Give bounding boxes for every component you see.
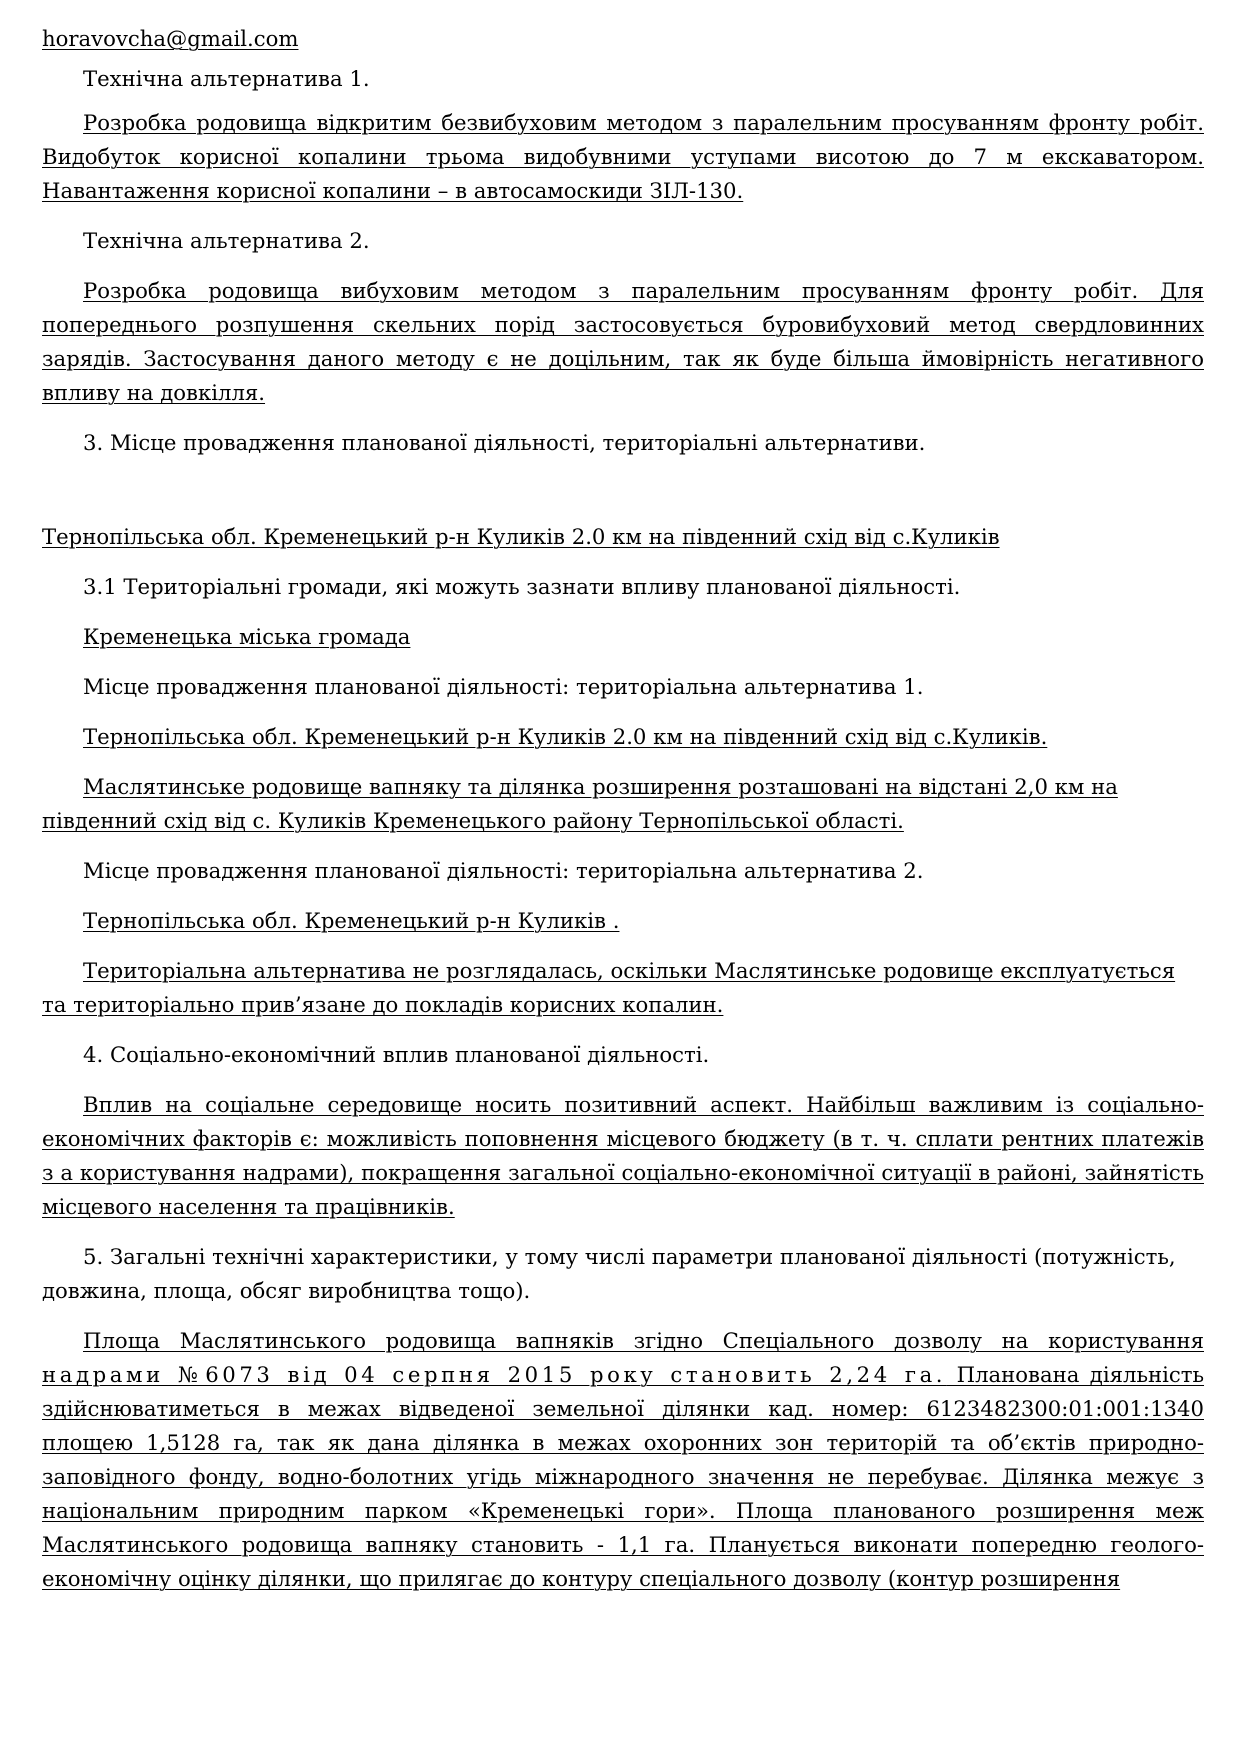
section-4-heading: 4. Соціально-економічний вплив планованої діяльності.	[83, 1042, 710, 1067]
technical-alternative-2-text-content: Розробка родовища вибуховим методом з паралельним просуванням фронту робіт. Для попереднього розпушення скельних порід застосовується буровибуховий метод свердловинних зарядів. Застосування даного методу є не доцільним, так як буде більша ймовірність негативного впливу на довкілля.	[42, 278, 1204, 405]
section-3-heading: 3. Місце провадження планованої діяльності, територіальні альтернативи.	[83, 430, 926, 455]
document-page	[42, 22, 1204, 1612]
section-5-text	[42, 1324, 1204, 1596]
territorial-alternative-1-heading: Місце провадження планованої діяльності: територіальна альтернатива 1.	[83, 674, 924, 699]
territorial-alternative-2-location	[42, 904, 1204, 938]
technical-alternative-2-heading: Технічна альтернатива 2.	[83, 228, 370, 253]
territorial-alternative-1-location-text: Тернопільська обл. Кременецький р-н Куликів 2.0 км на південний схід від с.Куликів.	[83, 724, 1048, 749]
territorial-alternative-2-location-text: Тернопільська обл. Кременецький р-н Куликів .	[83, 908, 620, 933]
section-5-text-part-2: надрами №6073 від 04 серпня 2015 року становить 2,24 га.	[42, 1362, 947, 1387]
location-main-text: Тернопільська обл. Кременецький р-н Куликів 2.0 км на південний схід від с.Куликів	[42, 524, 1000, 549]
section-5-heading: 5. Загальні технічні характеристики, у тому числі параметри планованої діяльності (потужність, довжина, площа, обсяг виробництва тощо).	[42, 1244, 1176, 1303]
community-name-text: Кременецька міська громада	[83, 624, 411, 649]
email-address[interactable]: horavovcha@gmail.com	[42, 26, 299, 51]
section-5-text-part-1: Площа Маслятинського родовища вапняків згідно Спеціального дозволу на користування	[83, 1328, 1204, 1353]
section-3-1-heading: 3.1 Територіальні громади, які можуть зазнати впливу планованої діяльності.	[83, 574, 961, 599]
section-4-text	[42, 1088, 1204, 1224]
territorial-alternative-1-location	[42, 720, 1204, 754]
territorial-alternative-1-text-content: Маслятинське родовище вапняку та ділянка розширення розташовані на відстані 2,0 км на південний схід від с. Куликів Кременецького району Тернопільської області.	[42, 774, 1118, 833]
territorial-alternative-2-text	[42, 954, 1204, 1022]
community-name	[42, 620, 1204, 654]
territorial-alternative-2-text-content: Територіальна альтернатива не розглядалась, оскільки Маслятинське родовище експлуатується та територіально прив’язане до покладів корисних копалин.	[42, 958, 1176, 1017]
technical-alternative-2-text	[42, 274, 1204, 410]
technical-alternative-1-text	[42, 106, 1204, 208]
territorial-alternative-1-text	[42, 770, 1204, 838]
section-5-text-part-3: Планована діяльність здійснюватиметься в межах відведеної земельної ділянки кад. номер: 6123482300:01:001:1340 площею 1,5128 га, так як дана ділянка в межах охоронних зон територій та об’єктів природно-заповідного фонду, водно-болотних угідь міжнародного значення не перебуває. Ділянка межує з національним природним парком «Кременецькі гори». Площа планованого розширення меж Маслятинського родовища вапняку становить - 1,1 га. Планується виконати попередню геолого-економічну оцінку ділянки, що прилягає до контуру спеціального дозволу (контур розширення	[42, 1362, 1205, 1591]
location-main	[42, 520, 1204, 554]
territorial-alternative-2-heading: Місце провадження планованої діяльності: територіальна альтернатива 2.	[83, 858, 924, 883]
technical-alternative-1-text-content: Розробка родовища відкритим безвибуховим методом з паралельним просуванням фронту робіт. Видобуток корисної копалини трьома видобувними уступами висотою до 7 м екскаватором. Навантаження корисної копалини – в автосамоскиди ЗІЛ-130.	[42, 110, 1204, 203]
technical-alternative-1-heading: Технічна альтернатива 1.	[83, 66, 370, 91]
section-4-text-content: Вплив на соціальне середовище носить позитивний аспект. Найбільш важливим із соціально-економічних факторів є: можливість поповнення місцевого бюджету (в т. ч. сплати рентних платежів з а користування надрами), покращення загальної соціально-економічної ситуації в районі, зайнятість місцевого населення та працівників.	[42, 1092, 1204, 1219]
